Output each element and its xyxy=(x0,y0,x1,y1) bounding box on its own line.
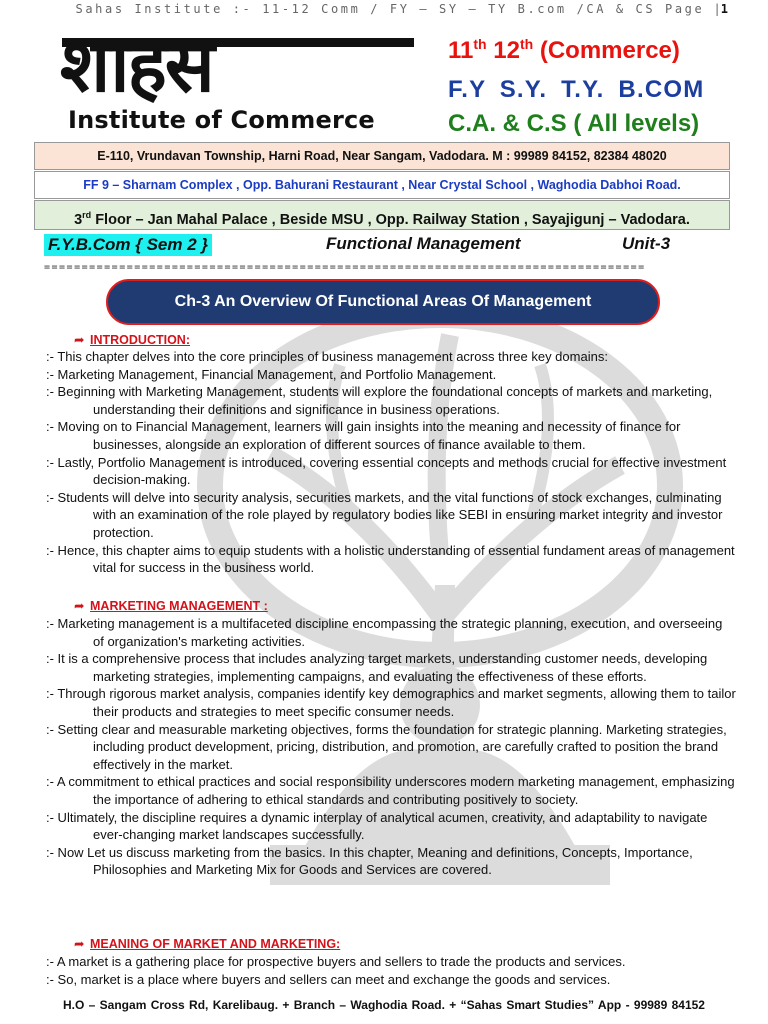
section-body-marketing-management xyxy=(46,615,736,879)
list-item: :- Hence, this chapter aims to equip students with a holistic understanding of essential fundament areas of management vital for success in the business world. xyxy=(46,542,735,576)
logo-devanagari: शाहस xyxy=(60,26,213,106)
address-floor-suffix: rd xyxy=(82,210,92,220)
arrow-bullet-icon: ➦ xyxy=(74,333,85,347)
arrow-bullet-icon: ➦ xyxy=(74,937,85,951)
section-heading-text: INTRODUCTION: xyxy=(90,333,190,347)
page-number: 1 xyxy=(720,2,728,16)
section-body-meaning-of-market xyxy=(46,953,736,988)
list-item: :- Beginning with Marketing Management, students will explore the foundational concepts of markets and marketing, understanding their definitions and significance in business operations. xyxy=(46,384,713,417)
subject-title: Functional Management xyxy=(326,234,521,253)
header-sup-th-2: th xyxy=(519,36,534,52)
header-commerce-label: (Commerce) xyxy=(533,37,680,64)
course-label: F.Y.B.Com { Sem 2 } xyxy=(44,234,212,256)
unit-label: Unit-3 xyxy=(622,234,671,253)
list-item: :- Marketing management is a multifaceted discipline encompassing the strategic planning, execution, and overseeing of organization's marketing activities. xyxy=(46,616,723,649)
section-body-introduction xyxy=(46,348,736,577)
arrow-bullet-icon: ➦ xyxy=(74,599,85,613)
address-harni: E-110, Vrundavan Township, Harni Road, Near Sangam, Vadodara. M : 99989 84152, 82384 48020 xyxy=(34,142,730,170)
list-item: :- Moving on to Financial Management, learners will gain insights into the meaning and necessity of finance for businesses, alongside an exploration of different sources of finance available to them. xyxy=(46,419,681,452)
running-header-separator: | xyxy=(706,2,721,16)
running-header-text: Sahas Institute :- 11-12 Comm / FY – SY – TY B.com /CA & CS Page xyxy=(75,2,705,16)
section-heading-meaning-of-market xyxy=(74,936,340,951)
section-heading-marketing-management xyxy=(74,598,268,613)
list-item: :- Through rigorous market analysis, companies identify key demographics and market segments, allowing them to tailor their products and strategies to meet specific consumer needs. xyxy=(46,686,736,719)
header-grade-12: 12 xyxy=(486,37,520,64)
list-item: :- A market is a gathering place for prospective buyers and sellers to trade the products and services. xyxy=(46,954,626,969)
address-floor-text: Floor – Jan Mahal Palace , Beside MSU , Opp. Railway Station , Sayajigunj – Vadodara. xyxy=(91,211,690,228)
list-item: :- Lastly, Portfolio Management is introduced, covering essential concepts and methods crucial for effective investment decision-making. xyxy=(46,454,727,488)
address-waghodia: FF 9 – Sharnam Complex , Opp. Bahurani Restaurant , Near Crystal School , Waghodia Dabhoi Road. xyxy=(34,171,730,199)
address-sayajigunj xyxy=(34,200,730,230)
list-item: :- A commitment to ethical practices and social responsibility underscores modern marketing management, emphasizing the importance of adhering to ethical standards and contributing positively to society. xyxy=(46,774,735,807)
list-item: :- This chapter delves into the core principles of business management across three key domains: xyxy=(46,349,608,364)
header-sup-th-1: th xyxy=(473,36,487,52)
header-grade-11: 11 xyxy=(448,37,474,64)
section-heading-text: MEANING OF MARKET AND MARKETING: xyxy=(90,937,341,951)
logo-subtitle: Institute of Commerce xyxy=(68,106,375,134)
list-item: :- So, market is a place where buyers and sellers can meet and exchange the goods and services. xyxy=(46,971,611,987)
header-commerce-classes xyxy=(448,36,680,65)
section-heading-text: MARKETING MANAGEMENT : xyxy=(90,599,268,613)
list-item: :- Students will delve into security analysis, securities markets, and the vital functions of stock exchanges, culminating with an examination of the role played by regulatory bodies like SEBI in ensuring market integrity and investor protection. xyxy=(46,489,723,540)
divider-line: ================================================================================ xyxy=(44,262,646,273)
chapter-title-banner: Ch-3 An Overview Of Functional Areas Of Management xyxy=(106,279,660,325)
list-item: :- It is a comprehensive process that includes analyzing target markets, understanding customer needs, developing marketing strategies, implementing campaigns, and evaluating the effectiveness of these efforts. xyxy=(46,651,708,684)
list-item: :- Ultimately, the discipline requires a dynamic interplay of analytical acumen, creativity, and adaptability to navigate ever-changing market landscapes successfully. xyxy=(46,809,708,843)
header-bcom-years: F.Y S.Y. T.Y. B.COM xyxy=(448,76,705,103)
address-floor-number: 3 xyxy=(74,211,83,228)
list-item: :- Setting clear and measurable marketing objectives, forms the foundation for strategic planning. Marketing strategies, including product development, pricing, distribution, and promotion, are carefully crafted to position the brand effectively in the market. xyxy=(46,721,727,772)
page-footer: H.O – Sangam Cross Rd, Karelibaug. + Branch – Waghodia Road. + “Sahas Smart Studies” App - 99989 84152 xyxy=(63,998,705,1012)
section-heading-introduction xyxy=(74,332,190,347)
header-ca-cs: C.A. & C.S ( All levels) xyxy=(448,110,700,137)
running-header xyxy=(0,2,728,16)
list-item: :- Marketing Management, Financial Management, and Portfolio Management. xyxy=(46,366,497,382)
list-item: :- Now Let us discuss marketing from the basics. In this chapter, Meaning and definitions, Concepts, Importance, Philosophies and Marketing Mix for Goods and Services are covered. xyxy=(46,844,693,878)
